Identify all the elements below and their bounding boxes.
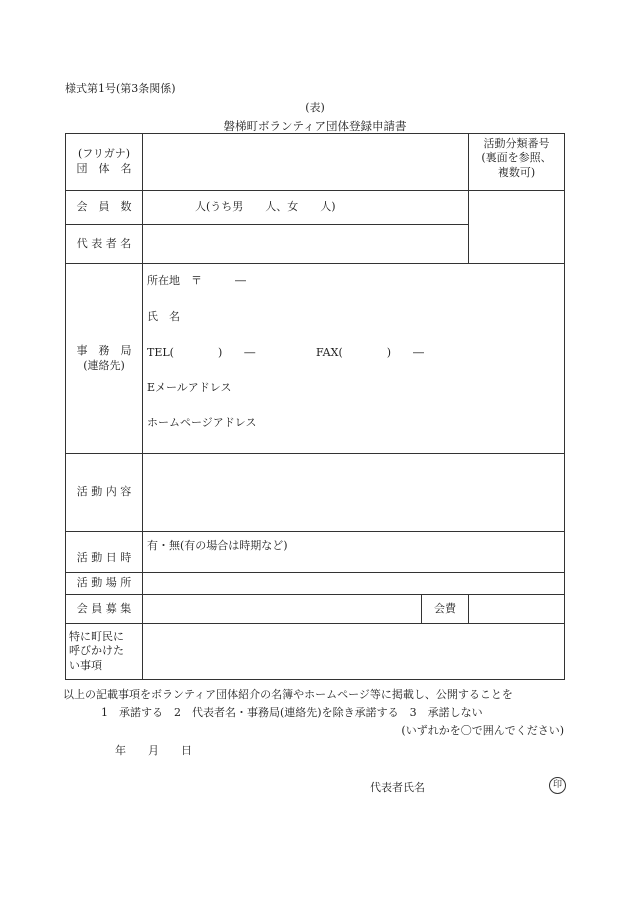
members-field[interactable]	[143, 191, 469, 225]
office-sublabel: (連絡先)	[83, 358, 125, 372]
activity-schedule-field[interactable]	[143, 532, 565, 573]
consent-note: (いずれかを〇で囲んでください)	[401, 724, 564, 737]
date-line: 年 月 日	[115, 744, 192, 757]
activity-place-field[interactable]	[143, 573, 565, 595]
members-label: 会 員 数	[66, 191, 143, 225]
group-name-label: 団 体 名	[76, 162, 132, 175]
recruitment-row	[66, 595, 565, 624]
activity-schedule-label: 活 動 日 時	[66, 532, 143, 573]
activity-content-row	[66, 454, 565, 532]
category-number-field[interactable]	[469, 191, 565, 264]
representative-label: 代 表 者 名	[66, 225, 143, 264]
recruitment-label: 会 員 募 集	[66, 595, 143, 624]
side-marker: (表)	[305, 101, 325, 114]
office-fax: FAX( ) ―	[316, 346, 425, 359]
office-field[interactable]	[143, 264, 565, 454]
activity-place-label: 活 動 場 所	[66, 573, 143, 595]
category-number-label: 活動分類番号 (裏面を参照、 複数可)	[469, 134, 565, 191]
office-email: Eメールアドレス	[147, 381, 232, 394]
activity-content-label: 活 動 内 容	[66, 454, 143, 532]
group-name-label-cell	[66, 134, 143, 191]
appeal-row	[66, 624, 565, 680]
seal-mark: 印	[549, 777, 566, 794]
group-name-row	[66, 134, 565, 191]
signature-label: 代表者氏名	[370, 781, 425, 794]
activity-schedule-value: 有・無(有の場合は時期など)	[147, 539, 288, 552]
office-label: 事 務 局	[76, 343, 132, 357]
activity-place-row	[66, 573, 565, 595]
registration-form-table	[65, 133, 565, 680]
activity-content-field[interactable]	[143, 454, 565, 532]
office-row	[66, 264, 565, 454]
fee-field[interactable]	[469, 595, 565, 624]
activity-schedule-row	[66, 532, 565, 573]
fee-label: 会費	[422, 595, 469, 624]
group-name-field[interactable]	[143, 134, 469, 191]
office-label-cell	[66, 264, 143, 454]
members-row	[66, 191, 565, 225]
form-number: 様式第1号(第3条関係)	[65, 82, 176, 95]
page-title: 磐梯町ボランティア団体登録申請書	[223, 119, 407, 133]
representative-field[interactable]	[143, 225, 469, 264]
furigana-label: (フリガナ)	[77, 147, 131, 161]
consent-options: 1 承諾する 2 代表者名・事務局(連絡先)を除き承諾する 3 承諾しない	[101, 706, 483, 719]
office-tel: TEL( ) ―	[147, 346, 256, 359]
appeal-label: 特に町民に 呼びかけた い事項	[66, 624, 143, 680]
appeal-field[interactable]	[143, 624, 565, 680]
consent-text: 以上の記載事項をボランティア団体紹介の名簿やホームページ等に掲載し、公開することを	[63, 688, 513, 701]
recruitment-field[interactable]	[143, 595, 422, 624]
members-value: 人(うち男 人、女 人)	[195, 200, 336, 214]
office-address: 所在地 〒 ―	[147, 274, 246, 287]
office-contact-name: 氏 名	[147, 310, 180, 323]
office-homepage: ホームページアドレス	[147, 416, 257, 429]
